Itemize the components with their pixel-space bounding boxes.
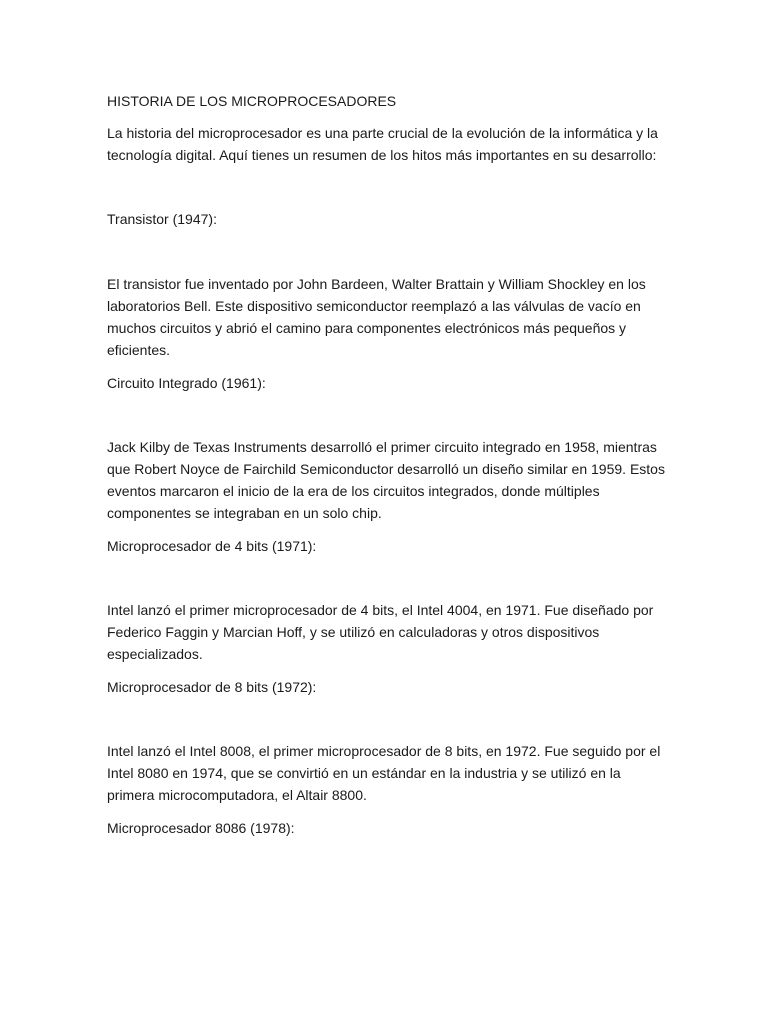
section-body-4-bits: Intel lanzó el primer microprocesador de 4 bits, el Intel 4004, en 1971. Fue diseñado por Federico Faggin y Marcian Hoff, y se utilizó en calculadoras y otros dispositivos especializados.: [107, 602, 654, 662]
section-heading-circuito-integrado: Circuito Integrado (1961):: [107, 375, 266, 391]
section-heading-8086: Microprocesador 8086 (1978):: [107, 820, 295, 836]
section-heading-4-bits: Microprocesador de 4 bits (1971):: [107, 538, 317, 554]
document-title: HISTORIA DE LOS MICROPROCESADORES: [107, 93, 397, 109]
intro-paragraph: La historia del microprocesador es una parte crucial de la evolución de la informática y la tecnología digital. Aquí tienes un resumen de los hitos más importantes en su desarrollo:: [107, 125, 658, 163]
document-content: [107, 90, 667, 839]
section-body-circuito-integrado: Jack Kilby de Texas Instruments desarrolló el primer circuito integrado en 1958, mientras que Robert Noyce de Fairchild Semiconductor desarrolló un diseño similar en 1959. Estos eventos marcaron el inicio de la era de los circuitos integrados, donde múltiples componentes se integraban en un solo chip.: [107, 439, 665, 521]
section-body-transistor: El transistor fue inventado por John Bardeen, Walter Brattain y William Shockley en los laboratorios Bell. Este dispositivo semiconductor reemplazó a las válvulas de vacío en muchos circuitos y abrió el camino para componentes electrónicos más pequeños y eficientes.: [107, 276, 646, 358]
section-body-8-bits: Intel lanzó el Intel 8008, el primer microprocesador de 8 bits, en 1972. Fue seguido por el Intel 8080 en 1974, que se convirtió en un estándar en la industria y se utilizó en la primera microcomputadora, el Altair 8800.: [107, 743, 661, 803]
section-heading-8-bits: Microprocesador de 8 bits (1972):: [107, 679, 317, 695]
section-heading-transistor: Transistor (1947):: [107, 211, 217, 227]
